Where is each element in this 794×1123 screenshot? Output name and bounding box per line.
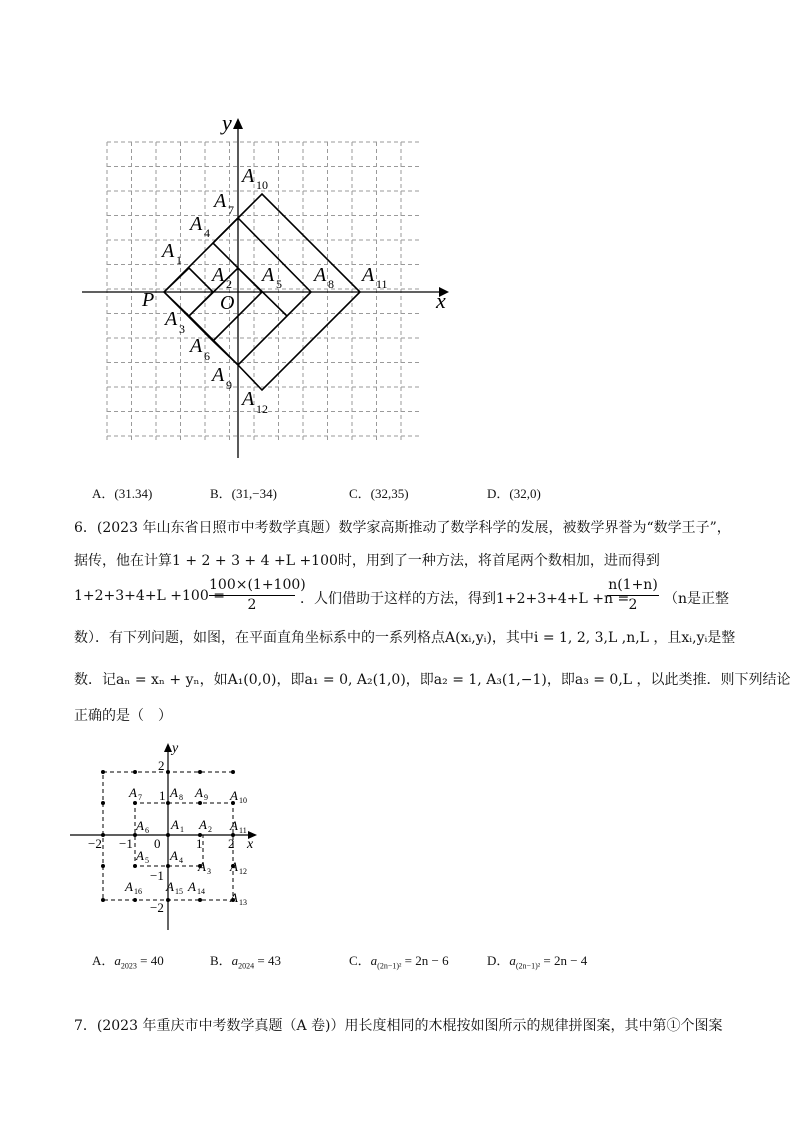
q6-line1: 6．(2023 年山东省日照市中考数学真题）数学家高斯推动了数学科学的发展，被数学界誉为“数学王子”，	[74, 520, 731, 536]
svg-text:2: 2	[208, 825, 212, 834]
svg-text:A: A	[242, 165, 255, 187]
lattice-dot	[133, 801, 137, 805]
q6-fraction-1-num: 100×(1+100)	[209, 576, 295, 596]
spiral-seg	[213, 218, 238, 243]
point-A11-label	[360, 264, 388, 291]
q5-choice-b[interactable]: B．(31,−34)	[210, 486, 277, 501]
y-tick-2: 2	[158, 758, 165, 773]
point-A15-label-2	[165, 879, 183, 896]
svg-text:A: A	[170, 848, 178, 863]
point-A8-label-2	[169, 785, 183, 802]
q6-line4: 数）．有下列问题，如图，在平面直角坐标系中的一系列格点A(xᵢ,yᵢ)，其中i = 1, 2, 3,L ,n,L ，且xᵢ,yᵢ是整	[74, 630, 736, 646]
lattice-dot	[166, 801, 170, 805]
svg-text:9: 9	[204, 793, 208, 802]
svg-text:A: A	[212, 364, 225, 386]
origin-label-2: 0	[154, 836, 161, 851]
x-axis-label-2: x	[247, 837, 254, 852]
svg-text:A: A	[230, 788, 238, 803]
svg-text:A: A	[362, 264, 375, 286]
svg-text:A: A	[171, 817, 179, 832]
point-A12-label-2	[229, 859, 247, 876]
point-P-label: P	[142, 289, 155, 311]
svg-text:A: A	[230, 818, 238, 833]
lattice-dot	[101, 898, 105, 902]
svg-text:A: A	[195, 785, 203, 800]
point-A6-label	[188, 335, 210, 363]
svg-text:12: 12	[256, 402, 268, 416]
svg-text:A: A	[198, 859, 206, 874]
point-A9-label-2	[194, 785, 208, 802]
x-tick-neg2: −2	[88, 836, 102, 851]
q6-fraction-2-den: 2	[628, 597, 638, 613]
point-A3-label	[163, 308, 185, 336]
svg-text:A: A	[230, 890, 238, 905]
point-A1-label	[160, 240, 182, 267]
svg-text:16: 16	[134, 887, 142, 896]
svg-text:14: 14	[197, 887, 205, 896]
svg-text:A: A	[165, 308, 178, 330]
q7-line1: 7．(2023 年重庆市中考数学真题（A 卷)）用长度相同的木棍按如图所示的规律拼图案，其中第①个图案	[74, 1018, 723, 1034]
lattice-dot	[133, 898, 137, 902]
y-axis-label: y	[222, 110, 232, 135]
q6-line2: 据传，他在计算1 + 2 + 3 + 4 +L +100时，用到了一种方法，将首尾两个数相加，进而得到	[74, 553, 660, 569]
lattice-dot	[166, 898, 170, 902]
point-A3-label-2	[197, 859, 211, 876]
svg-text:A: A	[214, 190, 227, 212]
point-A14-label-2	[187, 879, 205, 896]
lattice-dot	[198, 898, 202, 902]
lattice-dot	[198, 801, 202, 805]
svg-text:8: 8	[179, 793, 183, 802]
point-A13-label-2	[229, 890, 247, 907]
svg-text:6: 6	[145, 826, 149, 835]
svg-text:A: A	[199, 817, 207, 832]
svg-text:10: 10	[256, 178, 268, 192]
svg-text:11: 11	[376, 277, 388, 291]
figure-spiral-grid	[0, 0, 794, 470]
svg-text:A: A	[230, 859, 238, 874]
svg-text:12: 12	[239, 867, 247, 876]
q6-choice-c[interactable]: C．$a_{(2n-1)^2} = 2n - 6$	[349, 953, 449, 971]
q6-line3-part-c: （n是正整	[664, 591, 730, 607]
lattice-dot	[231, 770, 235, 774]
q6-line3-part-a: 1+2+3+4+L +100 =	[74, 588, 225, 604]
svg-text:10: 10	[239, 796, 247, 805]
q6-choice-b[interactable]: B．$a_{2024} = 43$	[210, 953, 282, 971]
svg-text:11: 11	[239, 826, 247, 835]
svg-text:7: 7	[138, 793, 142, 802]
svg-text:A: A	[136, 818, 144, 833]
x-axis-label: x	[436, 288, 446, 313]
svg-text:9: 9	[226, 378, 232, 392]
point-A6-label-2	[135, 818, 149, 835]
svg-text:3: 3	[179, 322, 185, 336]
svg-text:A: A	[242, 388, 255, 410]
svg-text:A: A	[136, 848, 144, 863]
lattice-dot	[101, 770, 105, 774]
q6-line5: 数．记aₙ = xₙ + yₙ，如A₁(0,0)，即a₁ = 0, A₂(1,0)，即a₂ = 1, A₃(1,−1)，即a₃ = 0,L ，以此类推．则下列结论	[74, 672, 791, 688]
svg-text:1: 1	[176, 253, 182, 267]
point-A7-label	[212, 190, 234, 217]
lattice-dot	[133, 864, 137, 868]
point-A11-label-2	[229, 818, 247, 835]
figure-lattice-points	[0, 738, 794, 938]
svg-text:A: A	[212, 264, 225, 286]
svg-text:2: 2	[226, 277, 232, 291]
point-A4-label	[188, 213, 210, 240]
svg-text:3: 3	[207, 867, 211, 876]
point-A9-label	[210, 364, 232, 392]
point-A10-label-2	[229, 788, 247, 805]
y-tick-neg2: −2	[150, 900, 164, 915]
svg-text:A: A	[190, 335, 203, 357]
svg-text:5: 5	[276, 277, 282, 291]
point-A2-label-2	[198, 817, 212, 834]
svg-text:4: 4	[204, 226, 210, 240]
lattice-dot	[166, 770, 170, 774]
svg-text:8: 8	[328, 277, 334, 291]
q5-choice-d[interactable]: D．(32,0)	[487, 486, 541, 501]
y-axis-arrow	[233, 118, 243, 129]
lattice-dot	[166, 864, 170, 868]
svg-text:A: A	[190, 213, 203, 235]
svg-text:7: 7	[228, 203, 234, 217]
svg-text:5: 5	[145, 856, 149, 865]
lattice-dot	[133, 770, 137, 774]
svg-text:A: A	[166, 879, 174, 894]
point-A5-label-2	[135, 848, 149, 865]
point-A2-label	[210, 264, 232, 291]
svg-text:4: 4	[179, 856, 183, 865]
q6-fraction-1-den: 2	[247, 597, 257, 613]
svg-text:A: A	[314, 264, 327, 286]
point-A8-label	[312, 264, 334, 291]
svg-text:1: 1	[180, 825, 184, 834]
q6-choice-a[interactable]: A．$a_{2023} = 40$	[92, 953, 164, 971]
q6-line6: 正确的是（ ）	[74, 708, 172, 724]
point-A1-label-2	[170, 817, 184, 834]
svg-text:A: A	[162, 240, 175, 262]
svg-text:A: A	[125, 879, 133, 894]
q5-choice-a[interactable]: A．(31.34)	[92, 486, 153, 501]
x-tick-2: 2	[228, 836, 235, 851]
lattice-dot	[101, 864, 105, 868]
svg-text:6: 6	[204, 349, 210, 363]
x-tick-1: 1	[196, 836, 203, 851]
svg-text:A: A	[262, 264, 275, 286]
lattice-dot	[198, 770, 202, 774]
svg-text:A: A	[170, 785, 178, 800]
svg-text:15: 15	[175, 887, 183, 896]
point-A16-label-2	[124, 879, 142, 896]
lattice-dot	[166, 833, 170, 837]
point-A4-label-2	[169, 848, 183, 865]
y-axis-arrow-2	[164, 743, 172, 752]
svg-text:A: A	[129, 785, 137, 800]
q6-fraction-2-num: n(1+n)	[607, 576, 659, 596]
q5-choice-c[interactable]: C．(32,35)	[349, 486, 409, 501]
y-tick-neg1: −1	[150, 868, 164, 883]
q6-fraction-2	[607, 576, 659, 615]
x-tick-neg1: −1	[119, 836, 133, 851]
svg-text:A: A	[188, 879, 196, 894]
lattice-dot	[101, 801, 105, 805]
q6-fraction-1	[209, 576, 306, 615]
lattice-dot	[133, 833, 137, 837]
y-axis-label-2: y	[172, 741, 179, 756]
origin-label: O	[220, 292, 235, 314]
q6-line3-part-b: ．人们借助于这样的方法，得到1+2+3+4+L +n =	[300, 591, 630, 607]
y-tick-1: 1	[159, 788, 166, 803]
q6-choice-d[interactable]: D．$a_{(2n-1)^2} = 2n - 4$	[487, 953, 588, 971]
point-A7-label-2	[128, 785, 142, 802]
svg-text:13: 13	[239, 898, 247, 907]
